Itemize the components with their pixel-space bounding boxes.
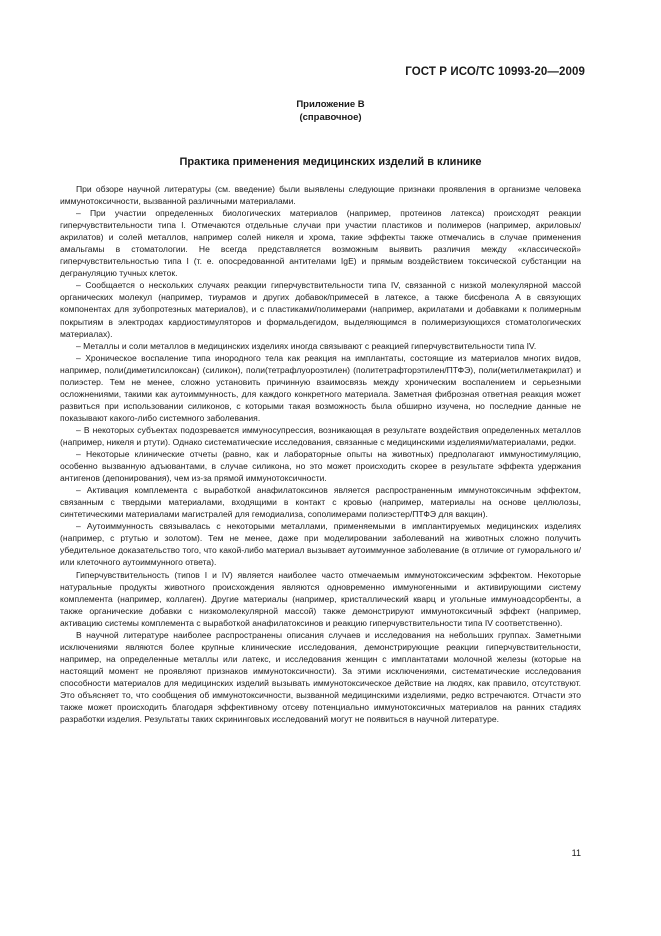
appendix-subtitle: (справочное) (299, 112, 362, 123)
paragraph-summary-effects: Гиперчувствительность (типов I и IV) является наиболее часто отмечаемым иммунотоксическим эффектом. Некоторые натуральные продукты животного происхождения являются одновременно иммуногенными и активирующими систему комплемента (например, коллаген). Другие материалы (например, кристаллический кварц и угольные иммуноадсорбенты, а также органические добавки с низкомолекулярной массой) также демонстрируют иммунотоксичный эффект (например, активацию системы комплемента с выработкой анафилатоксинов и реакцию гиперчувствительности типа IV соответственно). (60, 569, 581, 628)
paragraph-complement-activation: – Активация комплемента с выработкой анафилатоксинов является распространенным иммунотоксичным эффектом, связанным с твердыми материалами, входящими в контакт с кровью (например, материалы на основе целлюлозы, синтетическими материалами магистралей для гемодиализа, сополимерами полиэстер/ПТФЭ для вакцин). (60, 485, 581, 520)
paragraph-chronic-inflammation: – Хроническое воспаление типа инородного тела как реакция на имплантаты, состоящие из материалов многих видов, например, поли(диметилсилоксан) (силикон), поли(тетрафлуороэтилен) (политетрафторэтилен/ПТФЭ), поли(метилметакрилат) и полиэстер. Тем не менее, сложно установить причинную взаимосвязь между хроническим воспалением и серьезными осложнениями, такими как аутоиммунность, для каждого конкретного материала. Заметная фиброзная ответная реакция может развиться при использовании силиконов, с которыми такая возможность была обширно изучена, но последние данные не показывают какого-либо системного заболевания. (60, 352, 581, 423)
page-number: 11 (571, 848, 581, 858)
paragraph-hypersensitivity-type-1: – При участии определенных биологических материалов (например, протеинов латекса) происходят реакции гиперчувствительности типа I. Отмечаются отдельные случаи при участии пластиков и полимеров (например, акриловых/акрилатов) и солей металлов, например солей никеля и хрома, такие эффекты также отмечались в случае применения амальгамы в стоматологии. Не всегда представляется возможным выявить различия между «классической» гиперчувствительностью типа I (т. е. опосредованной антителами IgE) и прямым воздействием токсической субстанции на дегрануляцию тучных клеток. (60, 208, 581, 279)
appendix-heading (0, 98, 661, 124)
paragraph-hypersensitivity-type-4: – Сообщается о нескольких случаях реакции гиперчувствительности типа IV, связанной с низкой молекулярной массой органических молекул (например, тиурамов и других добавок/примесей в латексе, а также бисфенола A в связующих компонентах для зубопротезных материалов), и с пластиками/полимерами (например, акрилатами и добавками к полимерным покрытиям в электродах кардиостимуляторов и формальдегидом, выделяющимся в полимеризующихся стоматологических материалах). (60, 280, 581, 339)
paragraph-immunosuppression: – В некоторых субъектах подозревается иммуносупрессия, возникающая в результате воздействия определенных металлов (например, никеля и ртути). Однако систематические исследования, связанные с медицинскими изделиями/материалами, редки. (60, 424, 581, 447)
body-text (60, 183, 581, 725)
paragraph-intro: При обзоре научной литературы (см. введение) были выявлены следующие признаки проявления в организме человека иммунотоксичности, вызванной различными материалами. (60, 184, 581, 207)
paragraph-immunostimulation: – Некоторые клинические отчеты (равно, как и лабораторные опыты на животных) предполагают иммуностимуляцию, особенно вызванную адъювантами, в случае силикона, но это может происходить скорее в результате эффекта удержания антигенов (депонирования), чем из-за прямой иммунотоксичности. (60, 449, 581, 484)
document-standard-header: ГОСТ Р ИСО/ТС 10993-20—2009 (405, 66, 585, 78)
paragraph-literature: В научной литературе наиболее распространены описания случаев и исследования на небольших группах. Заметными исключениями являются более крупные клинические исследования, демонстрирующие реакции гиперчувствительности, например, на определенные металлы или латекс, и исследования женщин с имплантатами молочной железы (которые на настоящий момент не проявляют признаков иммунотоксичности). За этими исключениями, систематические исследования способности материалов для медицинских изделий вызывать иммунотоксическое действие на людях, как правило, отсутствуют. Это объясняет то, что сообщения об иммунотоксичности, вызванной медицинскими изделиями, редко встречаются. Отчасти это также может происходить благодаря эффективному отсеву потенциально иммунотоксичных материалов на ранних стадиях разработки изделия. Результаты таких скрининговых исследований могут не появиться в научной литературе. (60, 629, 581, 725)
paragraph-metals: – Металлы и соли металлов в медицинских изделиях иногда связывают с реакцией гиперчувствительности типа IV. (76, 340, 537, 351)
section-title: Практика применения медицинских изделий в клинике (179, 156, 482, 168)
appendix-title: Приложение В (296, 99, 365, 110)
paragraph-autoimmunity: – Аутоиммунность связывалась с некоторыми металлами, применяемыми в имплантируемых медицинских изделиях (например, с ртутью и золотом). Тем не менее, даже при моделировании заболеваний на животных сложно получить убедительное доказательство того, что какой-либо материал вызывает аутоиммунное заболевание (в отличие от гуморального и/или клеточного аутоиммунного ответа). (60, 521, 581, 568)
